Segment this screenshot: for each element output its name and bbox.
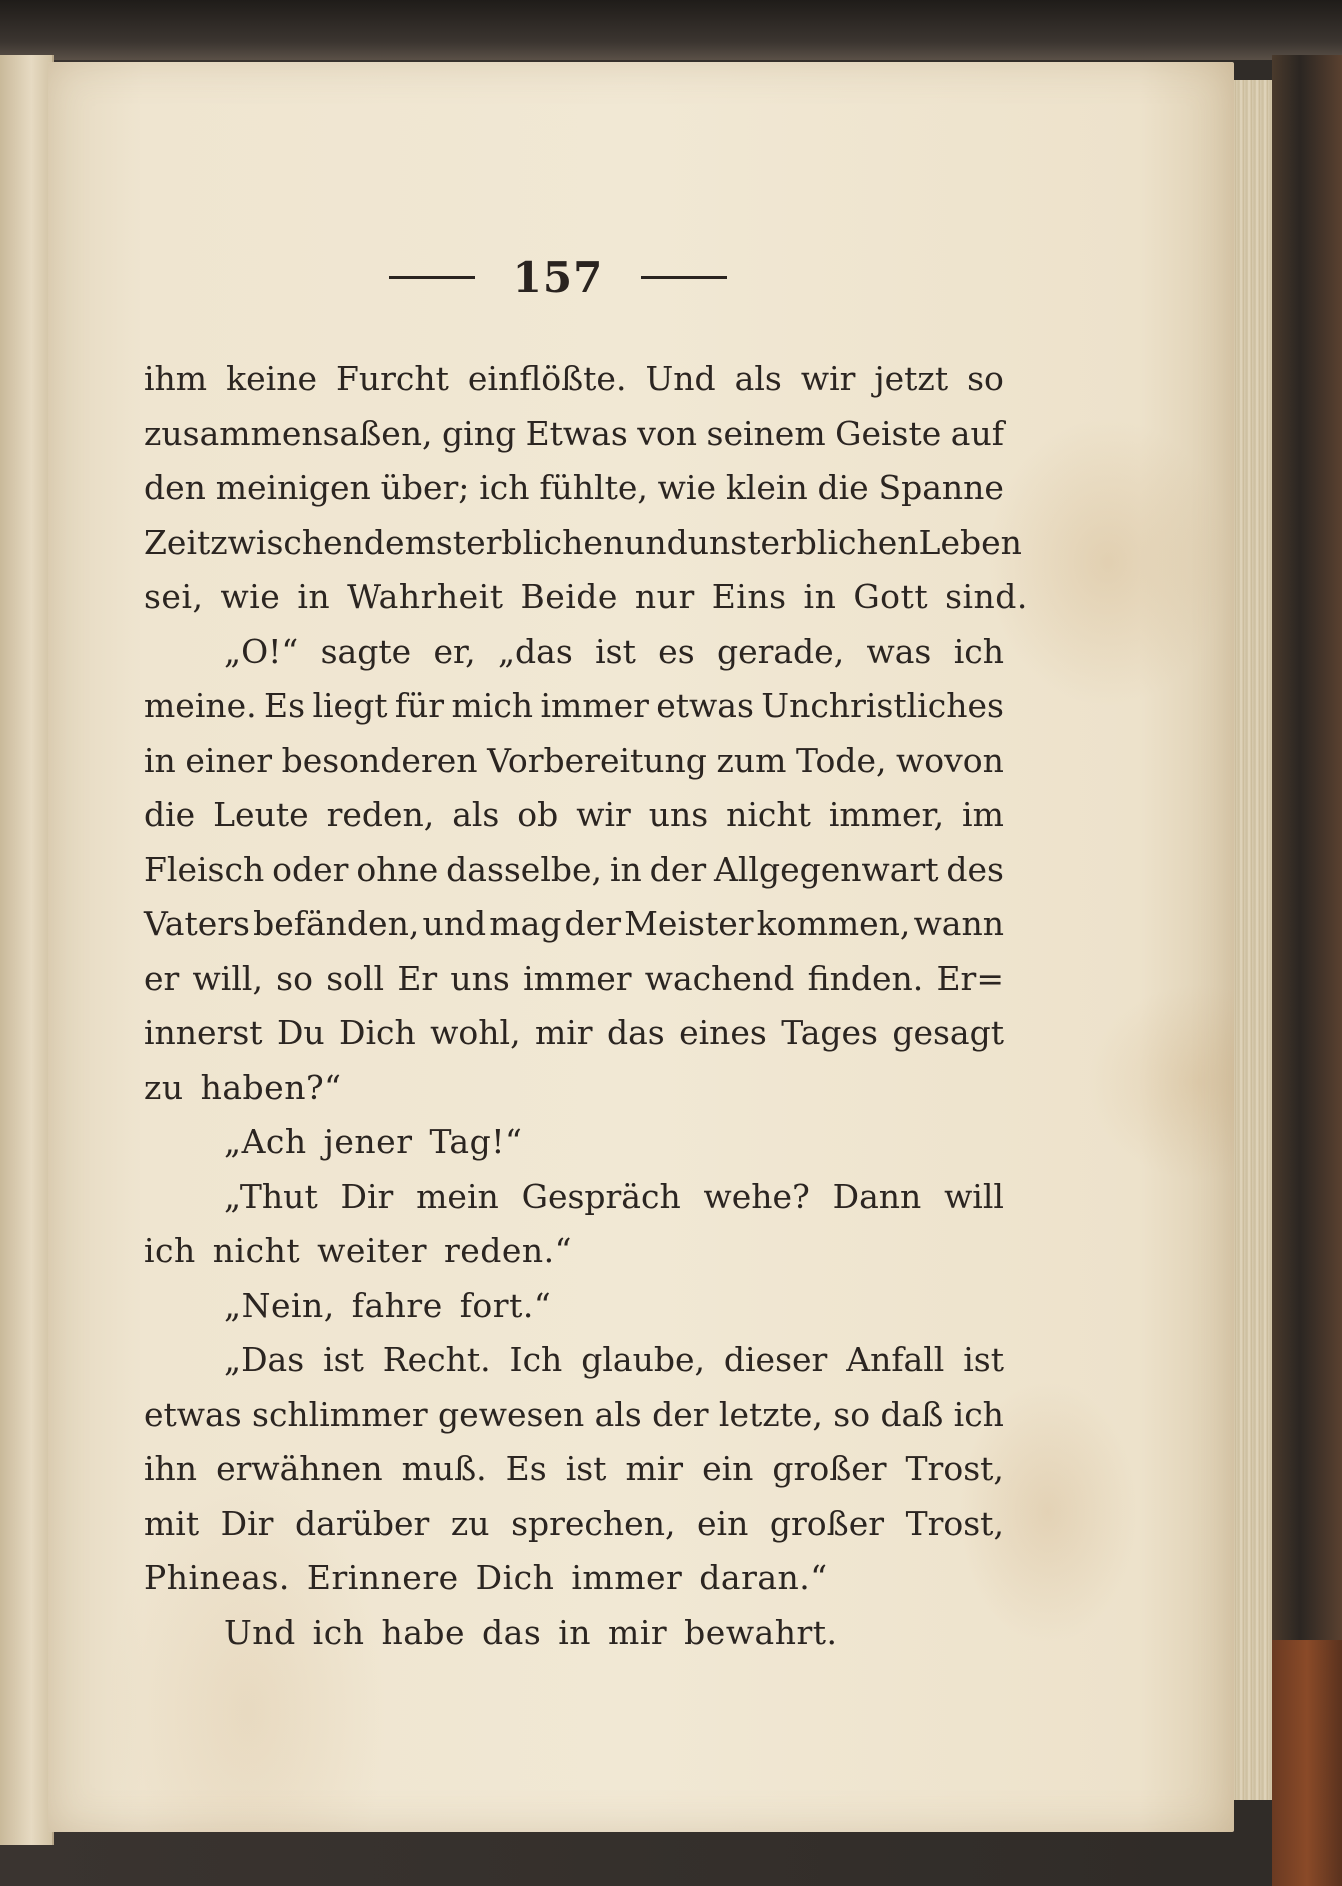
word: Fleisch xyxy=(144,849,265,889)
word: wehe? xyxy=(703,1176,810,1216)
word: immer xyxy=(540,686,649,725)
word: Tages xyxy=(781,1013,878,1052)
word: Trost, xyxy=(905,1449,1004,1488)
word: mag xyxy=(489,904,562,943)
text-line xyxy=(144,461,1004,516)
word: sagte xyxy=(320,631,412,671)
word: meinigen xyxy=(215,468,371,507)
word: „Thut xyxy=(224,1176,318,1216)
text-line xyxy=(144,1497,1004,1552)
text-line xyxy=(144,570,1028,625)
word: ihn xyxy=(144,1449,198,1488)
word: jetzt xyxy=(874,359,949,398)
word: Trost, xyxy=(905,1503,1004,1543)
text-line xyxy=(144,843,1004,898)
word: für xyxy=(394,686,445,725)
word: will, xyxy=(192,958,263,998)
word: als xyxy=(594,1394,642,1434)
word: dasselbe, xyxy=(446,849,603,889)
word: liegt xyxy=(312,686,388,725)
text-line xyxy=(144,625,1004,680)
word: ein xyxy=(702,1449,754,1488)
word: mich xyxy=(451,686,534,725)
word: mir xyxy=(534,1013,593,1052)
word: so xyxy=(967,359,1004,398)
word: der xyxy=(564,904,621,943)
word: mir xyxy=(625,1449,684,1488)
word: etwas xyxy=(656,686,754,725)
word: ist xyxy=(323,1340,364,1379)
book-cover-edge xyxy=(1272,55,1342,1886)
text-line xyxy=(144,788,1004,843)
word: gesagt xyxy=(892,1013,1004,1052)
word: wovon xyxy=(896,740,1004,780)
word: immer, xyxy=(828,795,945,834)
word: dem xyxy=(363,522,436,562)
word: seinem xyxy=(706,413,826,453)
word: mit xyxy=(144,1503,200,1543)
word: fühlte, xyxy=(539,468,648,507)
word: zum xyxy=(716,740,787,780)
word: Furcht xyxy=(335,359,449,398)
word: sprechen, xyxy=(511,1503,676,1543)
word: Tode, xyxy=(796,740,887,780)
word: er, xyxy=(433,631,476,671)
word: Meister xyxy=(624,904,754,943)
word: oder xyxy=(272,849,349,889)
word: schlimmer xyxy=(252,1394,428,1434)
word: im xyxy=(962,795,1004,834)
text-line xyxy=(144,1333,1004,1388)
word: klein xyxy=(725,468,808,507)
text-line-content: „Ach jener Tag!“ xyxy=(224,1122,523,1161)
word: der xyxy=(652,1394,709,1434)
word: Allgegenwart xyxy=(714,849,939,889)
word: ohne xyxy=(356,849,439,889)
word: zu xyxy=(450,1503,490,1543)
word: was xyxy=(866,631,932,671)
word: eines xyxy=(679,1013,767,1052)
word: Leute xyxy=(213,795,309,834)
facing-page-edge xyxy=(0,55,54,1845)
word: wie xyxy=(657,468,717,507)
word: etwas xyxy=(144,1394,242,1434)
text-line xyxy=(144,1170,1004,1225)
word: nicht xyxy=(726,795,811,834)
word: kommen, xyxy=(756,904,911,943)
word: Recht. xyxy=(382,1340,491,1379)
word: so xyxy=(833,1394,871,1434)
word: uns xyxy=(648,795,709,834)
body-text xyxy=(144,352,1028,1660)
word: des xyxy=(946,849,1004,889)
word: als xyxy=(452,795,500,834)
word: Etwas xyxy=(525,413,628,453)
header-rule-right xyxy=(641,276,727,279)
word: einer xyxy=(185,740,273,780)
word: erwähnen xyxy=(216,1449,383,1488)
word: ich xyxy=(953,1394,1004,1434)
word: so xyxy=(276,958,313,998)
word: zusammensaßen, xyxy=(144,413,433,453)
word: finden. xyxy=(807,958,924,998)
word: „Das xyxy=(224,1340,305,1379)
word: die xyxy=(144,795,196,834)
word: den xyxy=(144,468,206,507)
text-line xyxy=(144,352,1004,407)
text-line-content: „Nein, fahre fort.“ xyxy=(224,1285,552,1325)
text-line-content: ich nicht weiter reden.“ xyxy=(144,1231,573,1270)
word: Dann xyxy=(832,1176,922,1216)
word: mein xyxy=(416,1176,499,1216)
word: befänden, xyxy=(253,904,420,943)
word: es xyxy=(658,631,695,671)
word: keine xyxy=(226,359,317,398)
word: Unchristliches xyxy=(761,686,1004,725)
text-line xyxy=(144,1115,1004,1170)
word: wachend xyxy=(644,958,795,998)
word: Es xyxy=(264,686,306,725)
book-page xyxy=(48,62,1234,1832)
word: auf xyxy=(950,413,1004,453)
word: „das xyxy=(497,631,573,671)
word: über; xyxy=(380,468,470,507)
text-line xyxy=(144,1551,1004,1606)
word: unsterblichen xyxy=(687,522,919,562)
word: Und xyxy=(645,359,716,398)
word: Anfall xyxy=(846,1340,945,1379)
word: ich xyxy=(953,631,1004,671)
word: ging xyxy=(442,413,517,453)
text-line-content: Phineas. Erinnere Dich immer daran.“ xyxy=(144,1558,828,1597)
word: wann xyxy=(913,904,1004,943)
word: meine. xyxy=(144,686,257,725)
text-line xyxy=(144,1006,1004,1061)
word: ob xyxy=(517,795,559,834)
word: Dir xyxy=(340,1176,394,1216)
word: Zeit xyxy=(144,522,211,562)
word: Vaters xyxy=(144,904,250,943)
word: gewesen xyxy=(438,1394,585,1434)
word: ihm xyxy=(144,359,208,398)
text-line xyxy=(144,407,1004,462)
word: ist xyxy=(963,1340,1004,1379)
text-line xyxy=(144,1442,1004,1497)
word: Du xyxy=(276,1013,325,1052)
word: „O!“ xyxy=(224,631,299,671)
header-rule-left xyxy=(389,276,475,279)
word: glaube, xyxy=(581,1340,705,1379)
text-line xyxy=(144,897,1004,952)
word: uns xyxy=(450,958,510,998)
text-line xyxy=(144,1388,1004,1443)
word: der xyxy=(649,849,707,889)
text-line xyxy=(144,679,1004,734)
text-line xyxy=(144,734,1004,789)
word: und xyxy=(422,904,487,943)
word: daß xyxy=(880,1394,944,1434)
word: er xyxy=(144,958,180,998)
text-line xyxy=(144,1061,1004,1116)
text-line-content: sei, wie in Wahrheit Beide nur Eins in Gott sind. xyxy=(144,577,1028,616)
word: ist xyxy=(565,1449,607,1488)
page-header xyxy=(348,252,768,302)
word: immer xyxy=(523,958,632,998)
text-line-content: Und ich habe das in mir bewahrt. xyxy=(224,1612,838,1652)
word: Er= xyxy=(936,958,1004,998)
word: Spanne xyxy=(878,468,1004,507)
word: soll xyxy=(326,958,385,998)
word: in xyxy=(144,740,176,780)
word: als xyxy=(734,359,782,398)
word: großer xyxy=(769,1503,885,1543)
word: ist xyxy=(595,631,636,671)
text-line xyxy=(144,952,1004,1007)
word: großer xyxy=(772,1449,887,1488)
word: ich xyxy=(479,468,530,507)
word: einflößte. xyxy=(467,359,627,398)
page-number: 157 xyxy=(512,252,604,302)
text-line-content: zu haben?“ xyxy=(144,1067,342,1107)
word: das xyxy=(606,1013,665,1052)
text-line xyxy=(144,1606,1004,1661)
word: wir xyxy=(576,795,631,834)
word: letzte, xyxy=(718,1394,823,1434)
word: zwischen xyxy=(210,522,364,562)
binding-top-edge xyxy=(0,0,1342,60)
word: die xyxy=(817,468,869,507)
word: Dich xyxy=(339,1013,416,1052)
word: Es xyxy=(505,1449,547,1488)
book-cover-corner xyxy=(1272,1640,1342,1886)
word: Vorbereitung xyxy=(487,740,707,780)
text-line xyxy=(144,1279,1004,1334)
word: Er xyxy=(397,958,438,998)
word: Gespräch xyxy=(521,1176,681,1216)
word: reden, xyxy=(326,795,435,834)
word: muß. xyxy=(401,1449,487,1488)
word: gerade, xyxy=(716,631,845,671)
word: Geiste xyxy=(835,413,942,453)
word: wohl, xyxy=(430,1013,521,1052)
word: darüber xyxy=(295,1503,430,1543)
text-line xyxy=(144,1224,1004,1279)
word: von xyxy=(637,413,698,453)
word: Leben xyxy=(918,522,1022,562)
word: dieser xyxy=(723,1340,828,1379)
word: wir xyxy=(800,359,856,398)
word: und xyxy=(624,522,688,562)
word: will xyxy=(944,1176,1004,1216)
word: ein xyxy=(697,1503,749,1543)
word: besonderen xyxy=(281,740,478,780)
word: Dir xyxy=(220,1503,274,1543)
word: sterblichen xyxy=(435,522,625,562)
text-line xyxy=(144,516,1022,571)
word: Ich xyxy=(509,1340,563,1379)
word: in xyxy=(609,849,642,889)
word: innerst xyxy=(144,1013,263,1052)
